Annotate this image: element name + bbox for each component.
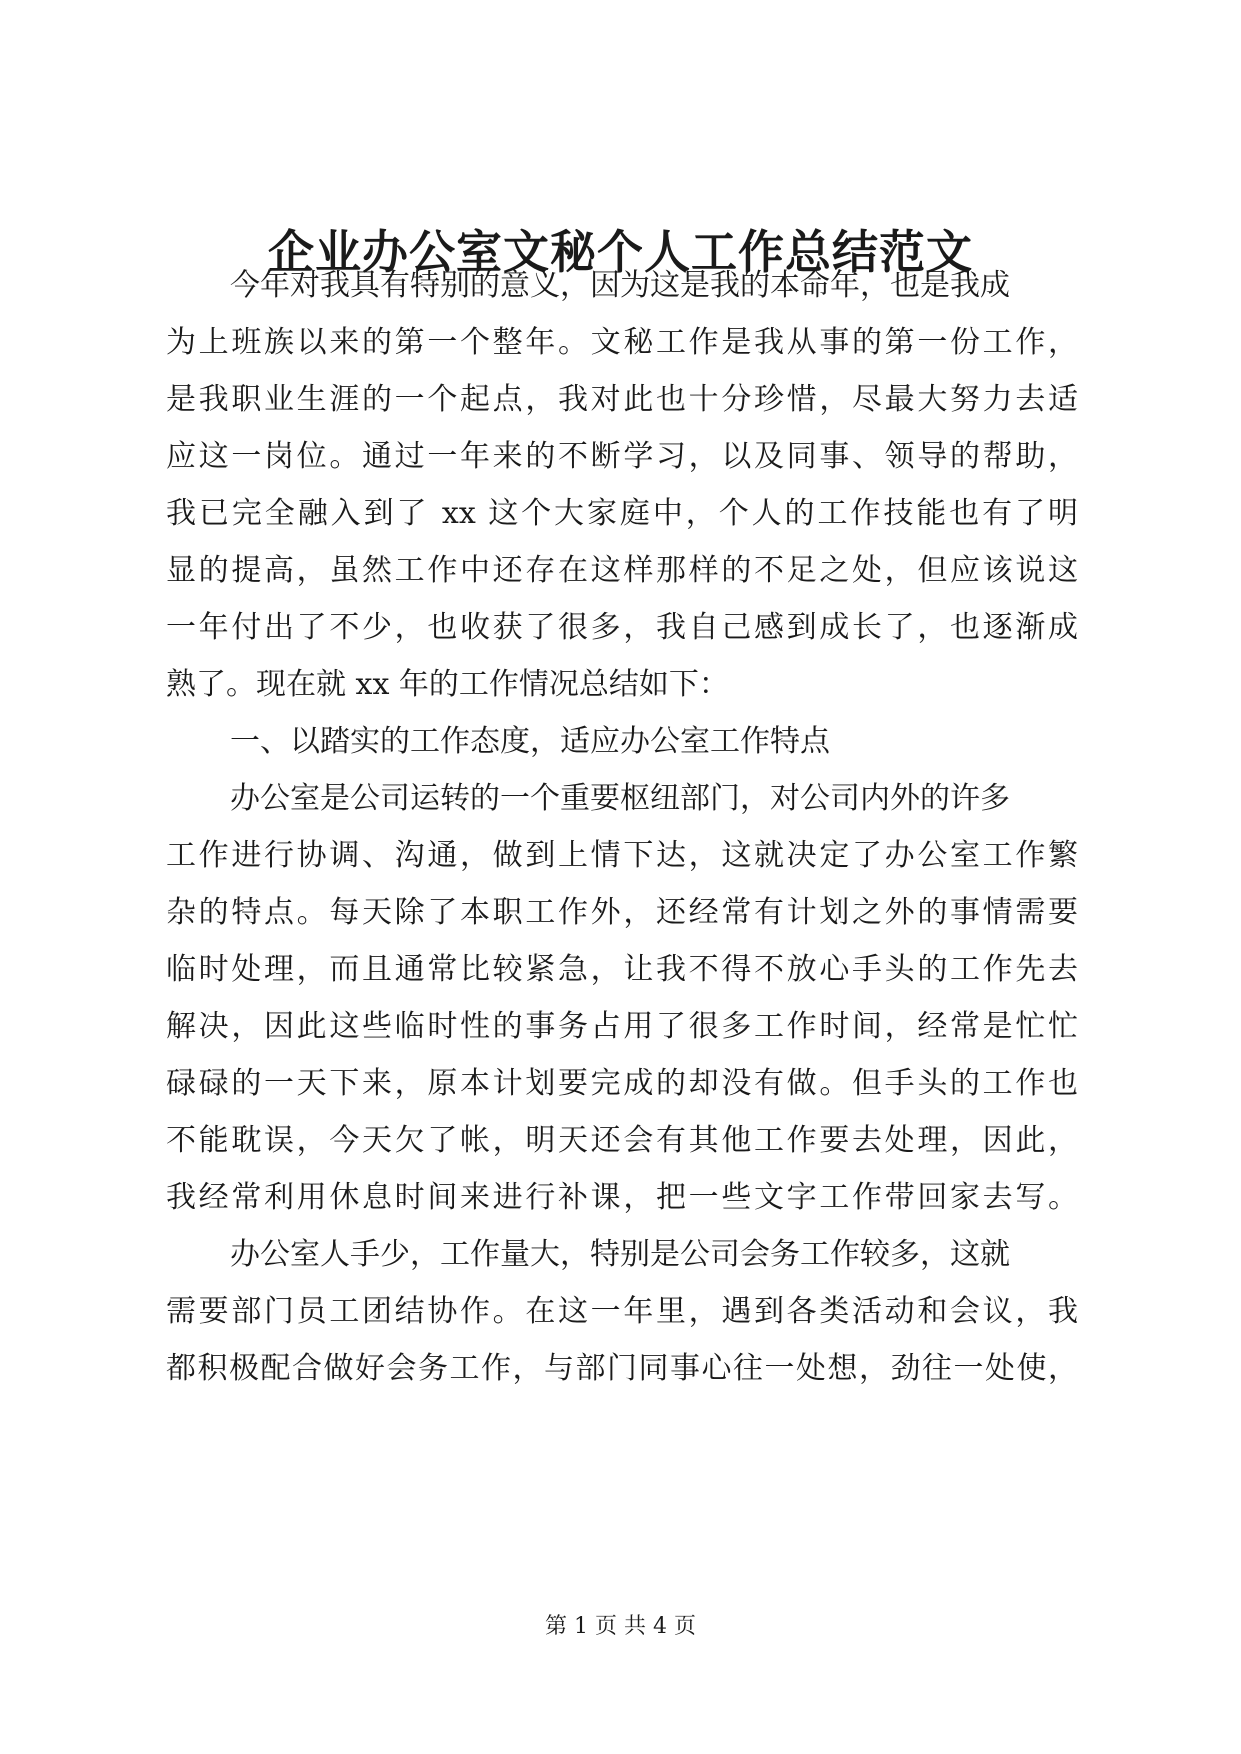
page-number-footer: 第 1 页 共 4 页 <box>545 1614 696 1639</box>
body-line: 碌碌的一天下来，原本计划要完成的却没有做。但手头的工作也 <box>166 1066 1078 1101</box>
body-line: 办公室人手少，工作量大，特别是公司会务工作较多，这就 <box>230 1237 1010 1272</box>
body-line: 解决，因此这些临时性的事务占用了很多工作时间，经常是忙忙 <box>166 1009 1078 1044</box>
body-line: 临时处理，而且通常比较紧急，让我不得不放心手头的工作先去 <box>166 952 1078 987</box>
body-line: 工作进行协调、沟通，做到上情下达，这就决定了办公室工作繁 <box>166 838 1078 873</box>
document-title: 企业办公室文秘个人工作总结范文 <box>268 225 973 279</box>
body-line: 为上班族以来的第一个整年。文秘工作是我从事的第一份工作， <box>166 325 1078 360</box>
body-line: 今年对我具有特别的意义，因为这是我的本命年，也是我成 <box>230 268 1010 303</box>
body-line: 应这一岗位。通过一年来的不断学习，以及同事、领导的帮助， <box>166 439 1078 474</box>
body-line: 一年付出了不少，也收获了很多，我自己感到成长了，也逐渐成 <box>166 610 1078 645</box>
body-line: 不能耽误，今天欠了帐，明天还会有其他工作要去处理，因此， <box>166 1123 1078 1158</box>
body-line: 是我职业生涯的一个起点，我对此也十分珍惜，尽最大努力去适 <box>166 382 1078 417</box>
body-line: 显的提高，虽然工作中还存在这样那样的不足之处，但应该说这 <box>166 553 1078 588</box>
body-line: 杂的特点。每天除了本职工作外，还经常有计划之外的事情需要 <box>166 895 1078 930</box>
body-line: 我已完全融入到了 xx 这个大家庭中，个人的工作技能也有了明 <box>166 496 1078 531</box>
body-line: 需要部门员工团结协作。在这一年里，遇到各类活动和会议，我 <box>166 1294 1078 1329</box>
body-line: 我经常利用休息时间来进行补课，把一些文字工作带回家去写。 <box>166 1180 1078 1215</box>
body-line: 熟了。现在就 xx 年的工作情况总结如下： <box>166 667 729 702</box>
body-line: 办公室是公司运转的一个重要枢纽部门，对公司内外的许多 <box>230 781 1010 816</box>
section-heading: 一、以踏实的工作态度，适应办公室工作特点 <box>230 724 830 759</box>
body-line: 都积极配合做好会务工作，与部门同事心往一处想，劲往一处使， <box>166 1351 1078 1386</box>
